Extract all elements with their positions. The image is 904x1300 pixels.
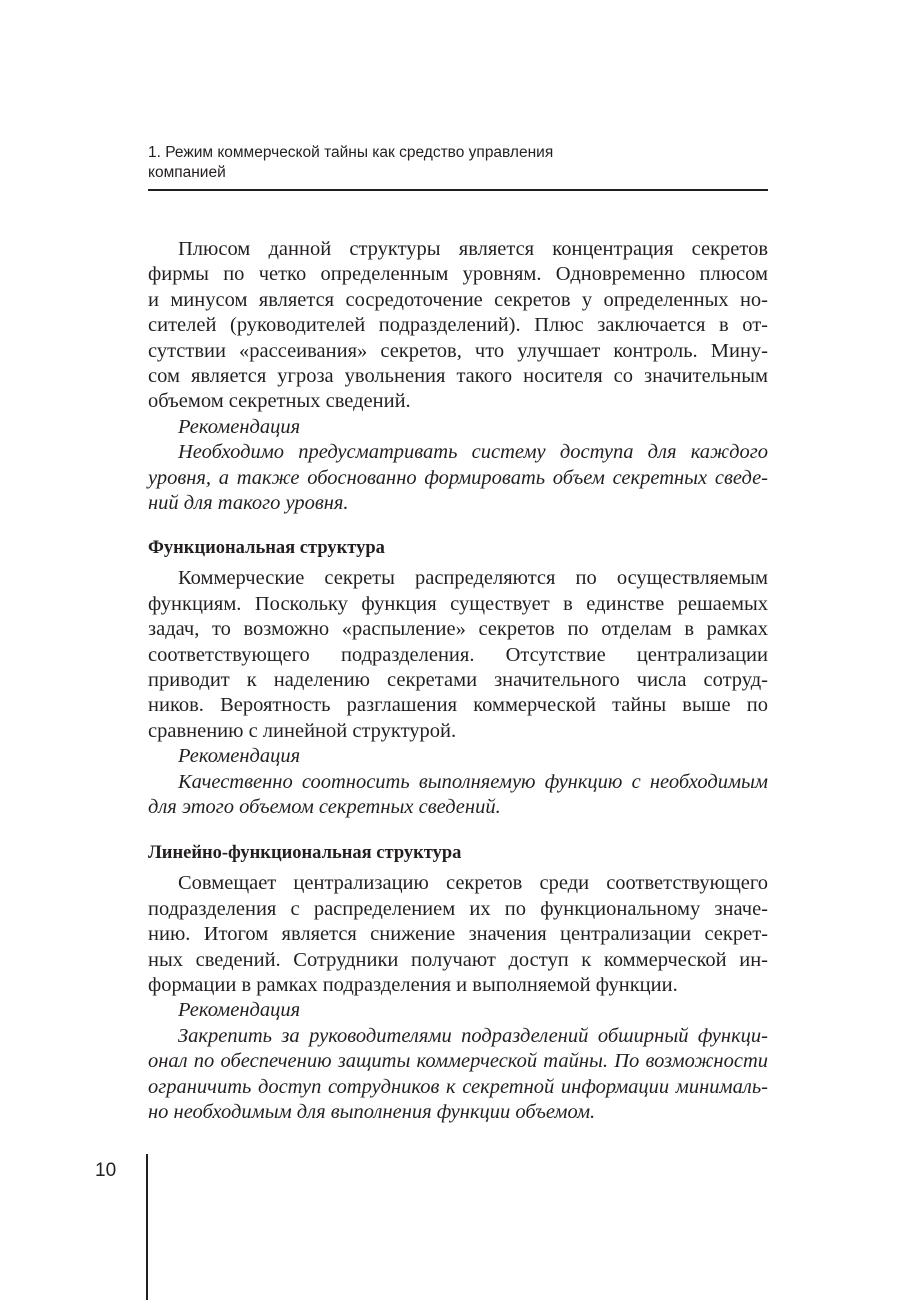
- recommendation-text-line: но необходимым для выполнения функции объемом.: [148, 1100, 596, 1123]
- paragraph-line: и минусом является сосредоточение секретов у определенных но-: [148, 288, 768, 311]
- paragraph-line: функциям. Поскольку функция существует в единстве решаемых: [148, 592, 768, 615]
- section-intro: [148, 237, 768, 516]
- section-functional-structure: [148, 536, 768, 820]
- header-rule: [148, 189, 768, 191]
- recommendation-text-line: для этого объемом секретных сведений.: [148, 795, 501, 818]
- section-heading: Линейно-функциональная структура: [148, 843, 462, 863]
- paragraph-line: формации в рамках подразделения и выполняемой функции.: [148, 973, 678, 996]
- recommendation-label: Рекомендация: [178, 745, 301, 768]
- paragraph-line: Плюсом данной структуры является концентрация секретов: [178, 238, 768, 260]
- running-header-line: компанией: [148, 164, 226, 181]
- recommendation-text-line: ограничить доступ сотрудников к секретной информации минималь-: [148, 1075, 768, 1098]
- recommendation-text-line: онал по обеспечению защиты коммерческой тайны. По возможности: [148, 1050, 768, 1073]
- recommendation-label: Рекомендация: [178, 999, 301, 1022]
- paragraph-line: нию. Итогом является снижение значения централизации секрет-: [148, 923, 768, 946]
- paragraph-line: сом является угроза увольнения такого носителя со значительным: [148, 364, 768, 387]
- paragraph-line: сравнению с линейной структурой.: [148, 719, 457, 742]
- paragraph-line: ных сведений. Сотрудники получают доступ к коммерческой ин-: [148, 948, 768, 971]
- paragraph-line: задач, то возможно «распыление» секретов по отделам в рамках: [148, 618, 768, 641]
- page-number: 10: [95, 1160, 117, 1181]
- recommendation-text-line: Закрепить за руководителями подразделений обширный функци-: [178, 1024, 768, 1047]
- paragraph-line: ников. Вероятность разглашения коммерческой тайны выше по: [148, 694, 768, 717]
- paragraph-line: Совмещает централизацию секретов среди соответствующего: [178, 872, 768, 895]
- recommendation-text-line: Качественно соотносить выполняемую функцию с необходимым: [178, 770, 768, 793]
- recommendation-text-line: уровня, а также обоснованно формировать объем секретных сведе-: [148, 466, 768, 489]
- section-heading: Функциональная структура: [148, 538, 385, 558]
- margin-rule: [146, 1154, 148, 1300]
- paragraph-line: объемом секретных сведений.: [148, 390, 411, 413]
- paragraph-line: приводит к наделению секретами значительного числа сотруд-: [148, 668, 768, 691]
- recommendation-label: Рекомендация: [178, 415, 301, 438]
- recommendation-text-line: ний для такого уровня.: [148, 491, 349, 514]
- recommendation-text-line: Необходимо предусматривать систему доступа для каждого: [178, 441, 768, 464]
- paragraph-line: сителей (руководителей подразделений). Плюс заключается в от-: [148, 314, 768, 337]
- paragraph-line: соответствующего подразделения. Отсутствие централизации: [148, 643, 768, 666]
- section-linear-functional-structure: [148, 841, 768, 1125]
- running-header: [148, 143, 768, 183]
- paragraph-line: подразделения с распределением их по функциональному значе-: [148, 897, 768, 920]
- paragraph-line: фирмы по четко определенным уровням. Одновременно плюсом: [148, 263, 768, 286]
- paragraph-line: сутствии «рассеивания» секретов, что улучшает контроль. Мину-: [148, 339, 768, 362]
- paragraph-line: Коммерческие секреты распределяются по осуществляемым: [178, 567, 768, 590]
- running-header-line: 1. Режим коммерческой тайны как средство управления: [148, 144, 554, 161]
